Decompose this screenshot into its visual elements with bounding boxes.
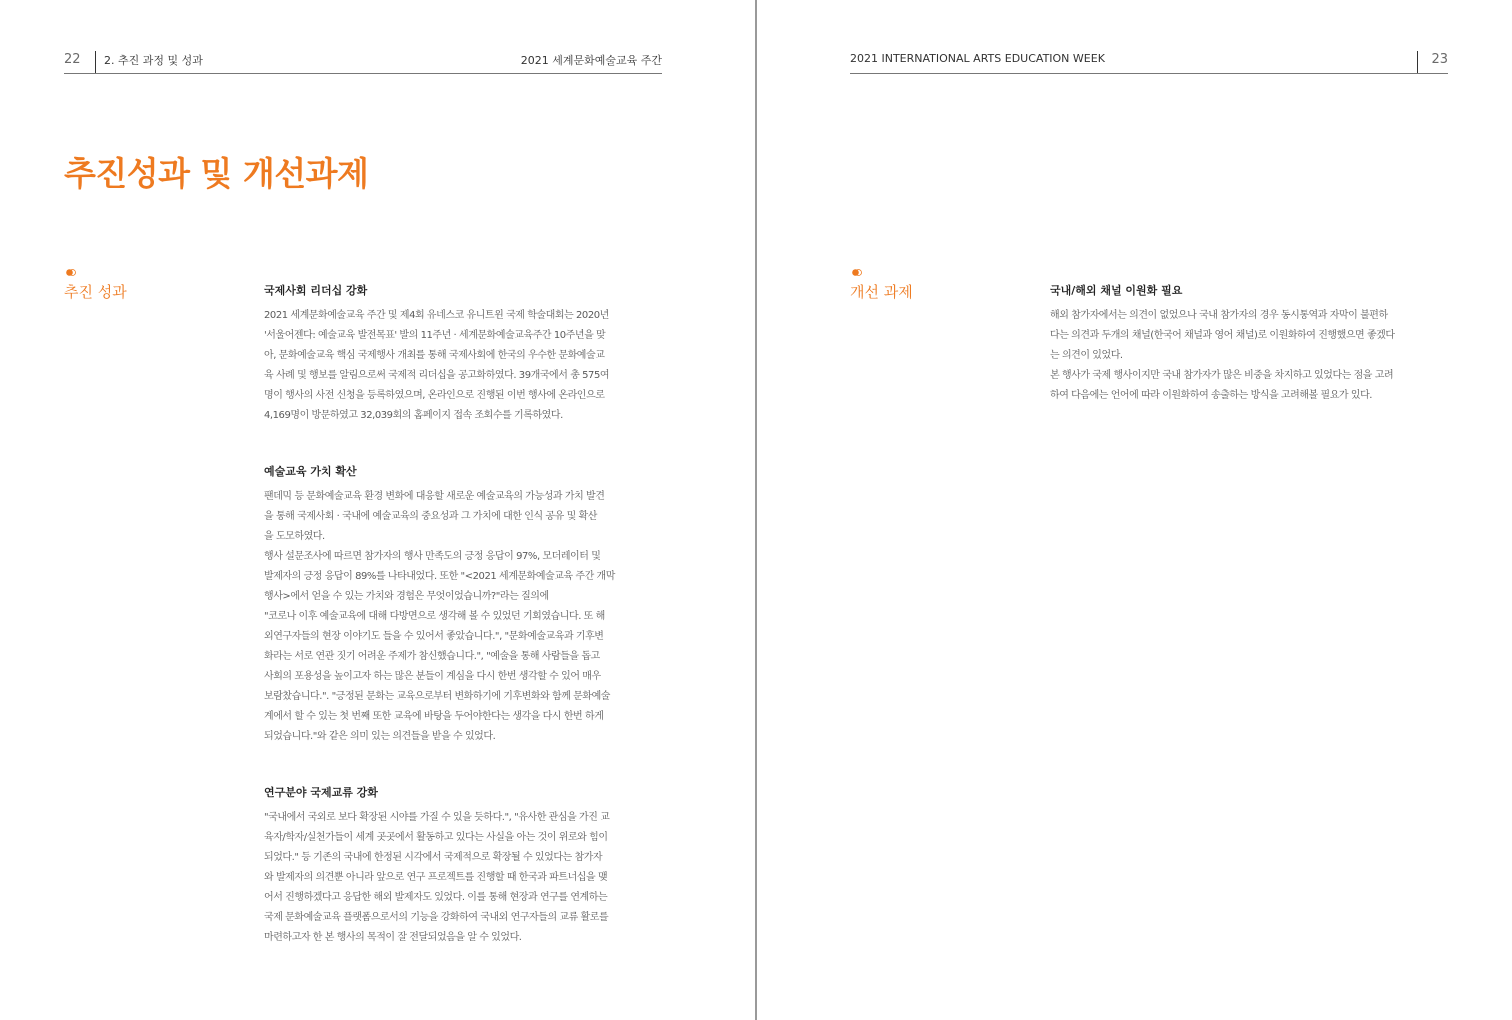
paragraph-value xyxy=(264,487,662,747)
text-line: 보람찼습니다.". "긍정된 문화는 교육으로부터 변화하기에 기후변화와 함께 문화예술 xyxy=(264,691,610,702)
running-header-left: 2021 세계문화예술교육 주간 xyxy=(520,54,662,67)
text-line: 되었습니다."와 같은 의미 있는 의견들을 받을 수 있었다. xyxy=(264,731,496,742)
chapter-title: 2. 추진 과정 및 성과 xyxy=(104,54,203,67)
page-number-right: 23 xyxy=(1431,52,1448,67)
text-line: 팬데믹 등 문화예술교육 환경 변화에 대응할 새로운 예술교육의 가능성과 가치 발견 xyxy=(264,491,605,502)
text-line: 육자/학자/실천가들이 세계 곳곳에서 활동하고 있다는 사실을 아는 것이 위로와 힘이 xyxy=(264,832,608,843)
text-line: 는 의견이 있었다. xyxy=(1050,350,1123,361)
text-line: 국제 문화예술교육 플랫폼으로서의 기능을 강화하여 국내외 연구자들의 교류 활로를 xyxy=(264,912,609,923)
text-line: 행사 설문조사에 따르면 참가자의 행사 만족도의 긍정 응답이 97%, 모더레이터 및 xyxy=(264,551,601,562)
text-line: 되었다." 등 기존의 국내에 한정된 시각에서 국제적으로 확장될 수 있었다는 참가자 xyxy=(264,852,603,863)
paragraph-leadership xyxy=(264,306,662,426)
text-line: 계에서 할 수 있는 첫 번째 또한 교육에 바탕을 두어야한다는 생각을 다시 한번 하게 xyxy=(264,711,604,722)
page-number-left: 22 xyxy=(64,52,81,67)
text-line: 화라는 서로 연관 짓기 어려운 주제가 참신했습니다.", "예술을 통해 사람들을 돕고 xyxy=(264,651,600,662)
text-line: 2021 세계문화예술교육 주간 및 제4회 유네스코 유니트윈 국제 학술대회는 2020년 xyxy=(264,310,609,321)
section-label-achievements: 추진 성과 xyxy=(64,283,127,301)
paragraph-channels xyxy=(1050,306,1448,406)
header-divider-left xyxy=(95,51,96,73)
page-title: 추진성과 및 개선과제 xyxy=(64,154,369,193)
header-rule-left xyxy=(64,73,662,74)
text-line: "국내에서 국외로 보다 확장된 시야를 가질 수 있을 듯하다.", "유사한 관심을 가진 교 xyxy=(264,812,610,823)
text-line: 명이 행사의 사전 신청을 등록하였으며, 온라인으로 진행된 이번 행사에 온라인으로 xyxy=(264,390,605,401)
text-line: 발제자의 긍정 응답이 89%를 나타내었다. 또한 "<2021 세계문화예술교육 주간 개막 xyxy=(264,571,615,582)
subheading-exchange: 연구분야 국제교류 강화 xyxy=(264,786,378,799)
text-line: '서울어젠다: 예술교육 발전목표' 발의 11주년 · 세계문화예술교육주간 10주년을 맞 xyxy=(264,330,606,341)
text-line: 을 통해 국제사회 · 국내에 예술교육의 중요성과 그 가치에 대한 인식 공유 및 확산 xyxy=(264,511,597,522)
text-line: 와 발제자의 의견뿐 아니라 앞으로 연구 프로젝트를 진행할 때 한국과 파트너십을 맺 xyxy=(264,872,608,883)
text-line: 해외 참가자에서는 의견이 없었으나 국내 참가자의 경우 동시통역과 자막이 불편하 xyxy=(1050,310,1388,321)
running-header-right: 2021 INTERNATIONAL ARTS EDUCATION WEEK xyxy=(850,52,1105,65)
text-line: 육 사례 및 행보를 알림으로써 국제적 리더십을 공고화하였다. 39개국에서 총 575여 xyxy=(264,370,610,381)
text-line: 아, 문화예술교육 핵심 국제행사 개최를 통해 국제사회에 한국의 우수한 문화예술교 xyxy=(264,350,605,361)
text-line: 본 행사가 국제 행사이지만 국내 참가자가 많은 비중을 차지하고 있었다는 점을 고려 xyxy=(1050,370,1394,381)
text-line: 마련하고자 한 본 행사의 목적이 잘 전달되었음을 알 수 있었다. xyxy=(264,932,522,943)
text-line: 어서 진행하겠다고 응답한 해외 발제자도 있었다. 이를 통해 현장과 연구를 연계하는 xyxy=(264,892,608,903)
paragraph-exchange xyxy=(264,808,662,948)
subheading-channels: 국내/해외 채널 이원화 필요 xyxy=(1050,284,1183,297)
text-line: 하여 다음에는 언어에 따라 이원화하여 송출하는 방식을 고려해볼 필요가 있다. xyxy=(1050,390,1373,401)
subheading-leadership: 국제사회 리더십 강화 xyxy=(264,284,368,297)
section-bullet-icon xyxy=(66,269,76,276)
header-rule-right xyxy=(850,73,1448,74)
text-line: 사회의 포용성을 높이고자 하는 많은 분들이 계심을 다시 한번 생각할 수 있어 매우 xyxy=(264,671,601,682)
text-line: 외연구자들의 현장 이야기도 들을 수 있어서 좋았습니다.", "문화예술교육과 기후변 xyxy=(264,631,604,642)
book-spine xyxy=(755,0,757,1020)
text-line: 행사>에서 얻을 수 있는 가치와 경험은 무엇이었습니까?"라는 질의에 xyxy=(264,591,549,602)
section-label-improvements: 개선 과제 xyxy=(850,283,913,301)
text-line: 을 도모하였다. xyxy=(264,531,325,542)
section-bullet-icon xyxy=(852,269,862,276)
subheading-value: 예술교육 가치 확산 xyxy=(264,465,357,478)
text-line: 4,169명이 방문하였고 32,039회의 홈페이지 접속 조회수를 기록하였다. xyxy=(264,410,563,421)
header-divider-right xyxy=(1417,51,1418,73)
text-line: 다는 의견과 두개의 채널(한국어 채널과 영어 채널)로 이원화하여 진행했으면 좋겠다 xyxy=(1050,330,1395,341)
text-line: "코로나 이후 예술교육에 대해 다방면으로 생각해 볼 수 있었던 기회였습니다. 또 해 xyxy=(264,611,605,622)
